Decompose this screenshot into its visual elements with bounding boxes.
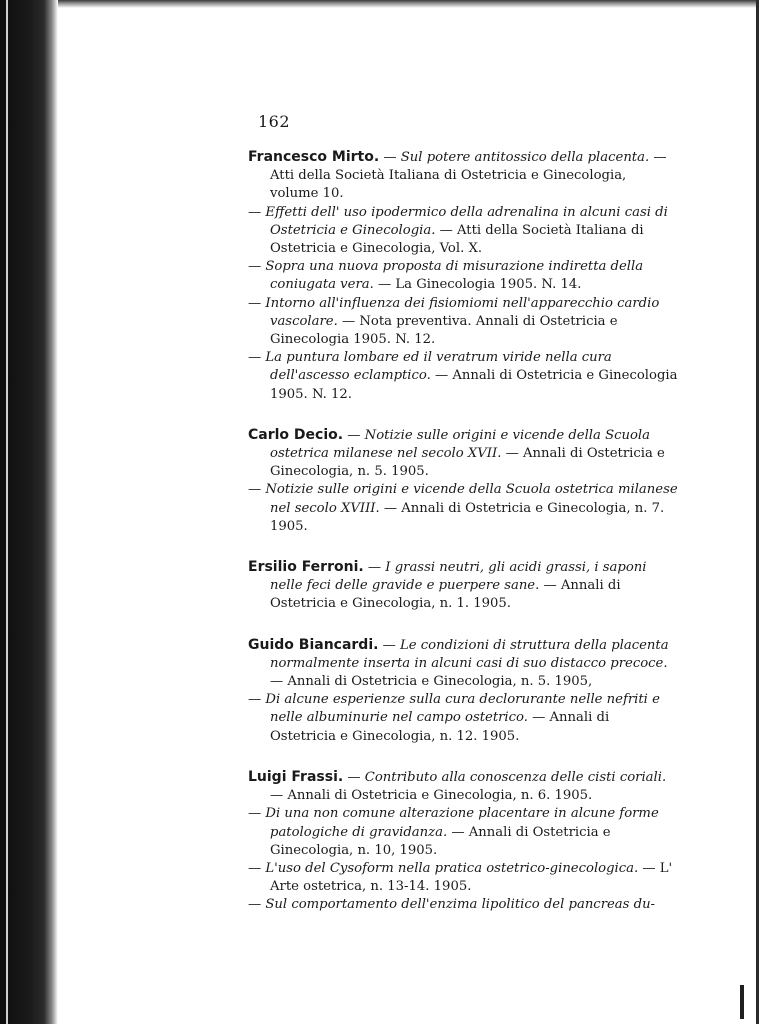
work-source: — L' Arte ostetrica, n. 13-14. 1905. bbox=[270, 860, 673, 895]
work-title: Notizie sulle origini e vicende della Scuola ostetrica milanese nel secolo XVII. bbox=[270, 427, 650, 462]
work-source: — Atti della Società Italiana di Ostetricia e Ginecologia, volume 10. bbox=[270, 150, 667, 202]
work-title: Intorno all'influenza dei fisiomiomi nell'apparecchio cardio vascolare. bbox=[265, 295, 660, 329]
work-source: — Annali di Ostetricia e Ginecologia, n. 7. 1905. bbox=[270, 500, 665, 534]
work-title: La puntura lombare ed il veratrum viride nella cura dell'ascesso eclamptico. bbox=[265, 350, 612, 384]
work-entry: — Intorno all'influenza dei fisiomiomi nell'apparecchio cardio vascolare. — Nota preventiva. Annali di Ostetricia e Ginecologia 1905. N. 12. bbox=[248, 295, 660, 348]
work-title: Notizie sulle origini e vicende della Scuola ostetrica milanese nel secolo XVIII. bbox=[265, 482, 678, 516]
work-source: — La Ginecologia 1905. N. 14. bbox=[378, 277, 582, 293]
author-name: Ersilio Ferroni. bbox=[248, 559, 364, 576]
work-entry: — Di alcune esperienze sulla cura declorurante nelle nefriti e nelle albuminurie nel campo ostetrico. — Annali di Ostetricia e Ginecologia, n. 12. 1905. bbox=[248, 692, 660, 744]
bibliography-text bbox=[248, 148, 678, 937]
page-corner-mark bbox=[740, 985, 744, 1019]
work-source: — Annali di Ostetricia e Ginecologia, n. 5. 1905, bbox=[270, 674, 593, 690]
work-entry: — Effetti dell' uso ipodermico della adrenalina in alcuni casi di Ostetricia e Ginecologia. — Atti della Società Italiana di Ostetricia e Ginecologia, Vol. X. bbox=[248, 204, 668, 257]
work-title: L'uso del Cysoform nella pratica ostetrico-ginecologica. bbox=[265, 860, 639, 876]
page-number: 162 bbox=[258, 112, 291, 131]
work-title: Di alcune esperienze sulla cura declorurante nelle nefriti e nelle albuminurie nel campo ostetrico. bbox=[265, 692, 660, 726]
work-source: — Annali di Ostetricia e Ginecologia, n. 10, 1905. bbox=[270, 824, 611, 858]
work-title: Di una non comune alterazione placentare in alcune forme patologiche di gravidanza. bbox=[265, 806, 659, 840]
work-source: — Annali di Ostetricia e Ginecologia 1905. N. 12. bbox=[270, 368, 678, 402]
author-name: Carlo Decio. bbox=[248, 426, 344, 443]
work-source: — Annali di Ostetricia e Ginecologia, n. 1. 1905. bbox=[270, 578, 621, 612]
page-top-edge bbox=[58, 0, 759, 8]
work-entry: Ersilio Ferroni. — I grassi neutri, gli acidi grassi, i saponi nelle feci delle gravide e puerpere sane. — Annali di Ostetricia e Ginecologia, n. 1. 1905. bbox=[248, 559, 647, 612]
author-name: Guido Biancardi. bbox=[248, 636, 379, 653]
work-title: Contributo alla conoscenza delle cisti coriali. bbox=[364, 769, 667, 785]
work-entry: Francesco Mirto. — Sul potere antitossico della placenta. — Atti della Società Italiana di Ostetricia e Ginecologia, volume 10. bbox=[248, 149, 667, 202]
author-entry-mirto bbox=[248, 148, 678, 404]
work-entry: — Sopra una nuova proposta di misurazione indiretta della coniugata vera. — La Ginecologia 1905. N. 14. bbox=[248, 259, 644, 293]
author-name: Francesco Mirto. bbox=[248, 149, 380, 165]
work-source: — Atti della Società Italiana di Ostetricia e Ginecologia, Vol. X. bbox=[270, 222, 644, 257]
work-title: Sopra una nuova proposta di misurazione indiretta della coniugata vera. bbox=[265, 259, 644, 293]
work-title: I grassi neutri, gli acidi grassi, i saponi nelle feci delle gravide e puerpere sane. bbox=[270, 560, 647, 594]
work-title: Effetti dell' uso ipodermico della adrenalina in alcuni casi di Ostetricia e Ginecologia. bbox=[265, 204, 668, 238]
work-entry: — Notizie sulle origini e vicende della Scuola ostetrica milanese nel secolo XVIII. — Annali di Ostetricia e Ginecologia, n. 7. 1905. bbox=[248, 482, 678, 534]
work-entry: — La puntura lombare ed il veratrum viride nella cura dell'ascesso eclamptico. — Annali di Ostetricia e Ginecologia 1905. N. 12. bbox=[248, 350, 678, 402]
author-name: Luigi Frassi. bbox=[248, 768, 344, 785]
work-entry: — Di una non comune alterazione placentare in alcune forme patologiche di gravidanza. — Annali di Ostetricia e Ginecologia, n. 10, 1905. bbox=[248, 806, 659, 858]
spine-edge-line bbox=[6, 0, 8, 1024]
work-entry: — L'uso del Cysoform nella pratica ostetrico-ginecologica. — L' Arte ostetrica, n. 13-14. 1905. bbox=[248, 860, 673, 895]
work-source: — Nota preventiva. Annali di Ostetricia e Ginecologia 1905. N. 12. bbox=[270, 313, 618, 348]
work-title: Le condizioni di struttura della placenta normalmente inserta in alcuni casi di suo distacco precoce. bbox=[270, 637, 669, 671]
author-entry-decio bbox=[248, 426, 678, 536]
work-source: — Annali di Ostetricia e Ginecologia, n. 6. 1905. bbox=[270, 788, 593, 804]
work-title: Sul potere antitossico della placenta. bbox=[400, 150, 650, 165]
work-source: — Annali di Ostetricia e Ginecologia, n. 12. 1905. bbox=[270, 710, 610, 744]
work-entry: Guido Biancardi. — Le condizioni di struttura della placenta normalmente inserta in alcuni casi di suo distacco precoce. — Annali di Ostetricia e Ginecologia, n. 5. 1905, bbox=[248, 636, 669, 690]
work-entry: Carlo Decio. — Notizie sulle origini e vicende della Scuola ostetrica milanese nel secolo XVII. — Annali di Ostetricia e Ginecologia, n. 5. 1905. bbox=[248, 426, 665, 480]
work-entry: Luigi Frassi. — Contributo alla conoscenza delle cisti coriali. — Annali di Ostetricia e Ginecologia, n. 6. 1905. bbox=[248, 768, 667, 804]
work-title: Sul comportamento dell'enzima lipolitico del pancreas du- bbox=[265, 897, 656, 913]
book-spine-shadow bbox=[0, 0, 58, 1024]
work-source: — Annali di Ostetricia e Ginecologia, n. 5. 1905. bbox=[270, 446, 665, 480]
author-entry-ferroni bbox=[248, 558, 678, 614]
work-entry: — Sul comportamento dell'enzima lipolitico del pancreas du- bbox=[248, 897, 656, 913]
author-entry-biancardi bbox=[248, 636, 678, 746]
author-entry-frassi bbox=[248, 768, 678, 915]
